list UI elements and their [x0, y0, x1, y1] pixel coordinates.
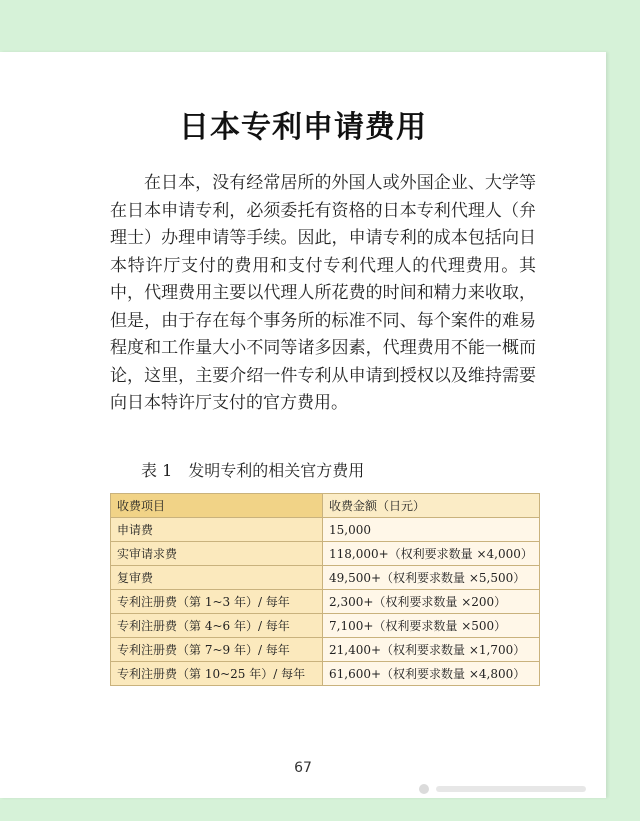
- page-number: 67: [294, 760, 312, 776]
- table-row: [111, 614, 540, 638]
- page-title: 日本专利申请费用: [179, 110, 427, 145]
- table-row: [111, 518, 540, 542]
- fee-item-cell: 专利注册费（第 1~3 年）/ 每年: [111, 590, 323, 614]
- fee-table: [110, 493, 540, 686]
- fee-item-cell: 申请费: [111, 518, 323, 542]
- column-header-amount: 收费金额（日元）: [323, 494, 540, 518]
- table-row: [111, 542, 540, 566]
- table-row: [111, 590, 540, 614]
- table-row: [111, 566, 540, 590]
- fee-amount-cell: 49,500+（权利要求数量 ×5,500）: [323, 566, 540, 590]
- fee-amount-cell: 21,400+（权利要求数量 ×1,700）: [323, 638, 540, 662]
- fee-amount-cell: 61,600+（权利要求数量 ×4,800）: [323, 662, 540, 686]
- table-row: [111, 662, 540, 686]
- fee-amount-cell: 15,000: [323, 518, 540, 542]
- fee-item-cell: 专利注册费（第 7~9 年）/ 每年: [111, 638, 323, 662]
- document-page: [0, 52, 606, 798]
- fee-amount-cell: 2,300+（权利要求数量 ×200）: [323, 590, 540, 614]
- table-row: [111, 638, 540, 662]
- fee-item-cell: 复审费: [111, 566, 323, 590]
- body-paragraph: 在日本，没有经常居所的外国人或外国企业、大学等在日本申请专利，必须委托有资格的日本专利代理人（弁理士）办理申请等手续。因此，申请专利的成本包括向日本特许厅支付的费用和支付专利代理人的代理费用。其中，代理费用主要以代理人所花费的时间和精力来收取，但是，由于存在每个事务所的标准不同、每个案件的难易程度和工作量大小不同等诸多因素，代理费用不能一概而论，这里，主要介绍一件专利从申请到授权以及维持需要向日本特许厅支付的官方费用。: [110, 173, 536, 413]
- column-header-item: 收费项目: [111, 494, 323, 518]
- fee-item-cell: 专利注册费（第 4~6 年）/ 每年: [111, 614, 323, 638]
- fee-amount-cell: 7,100+（权利要求数量 ×500）: [323, 614, 540, 638]
- watermark-logo: [418, 782, 598, 796]
- fee-amount-cell: 118,000+（权利要求数量 ×4,000）: [323, 542, 540, 566]
- table-header-row: [111, 494, 540, 518]
- table-caption: 表 1 发明专利的相关官方费用: [141, 461, 365, 480]
- fee-item-cell: 专利注册费（第 10~25 年）/ 每年: [111, 662, 323, 686]
- fee-item-cell: 实审请求费: [111, 542, 323, 566]
